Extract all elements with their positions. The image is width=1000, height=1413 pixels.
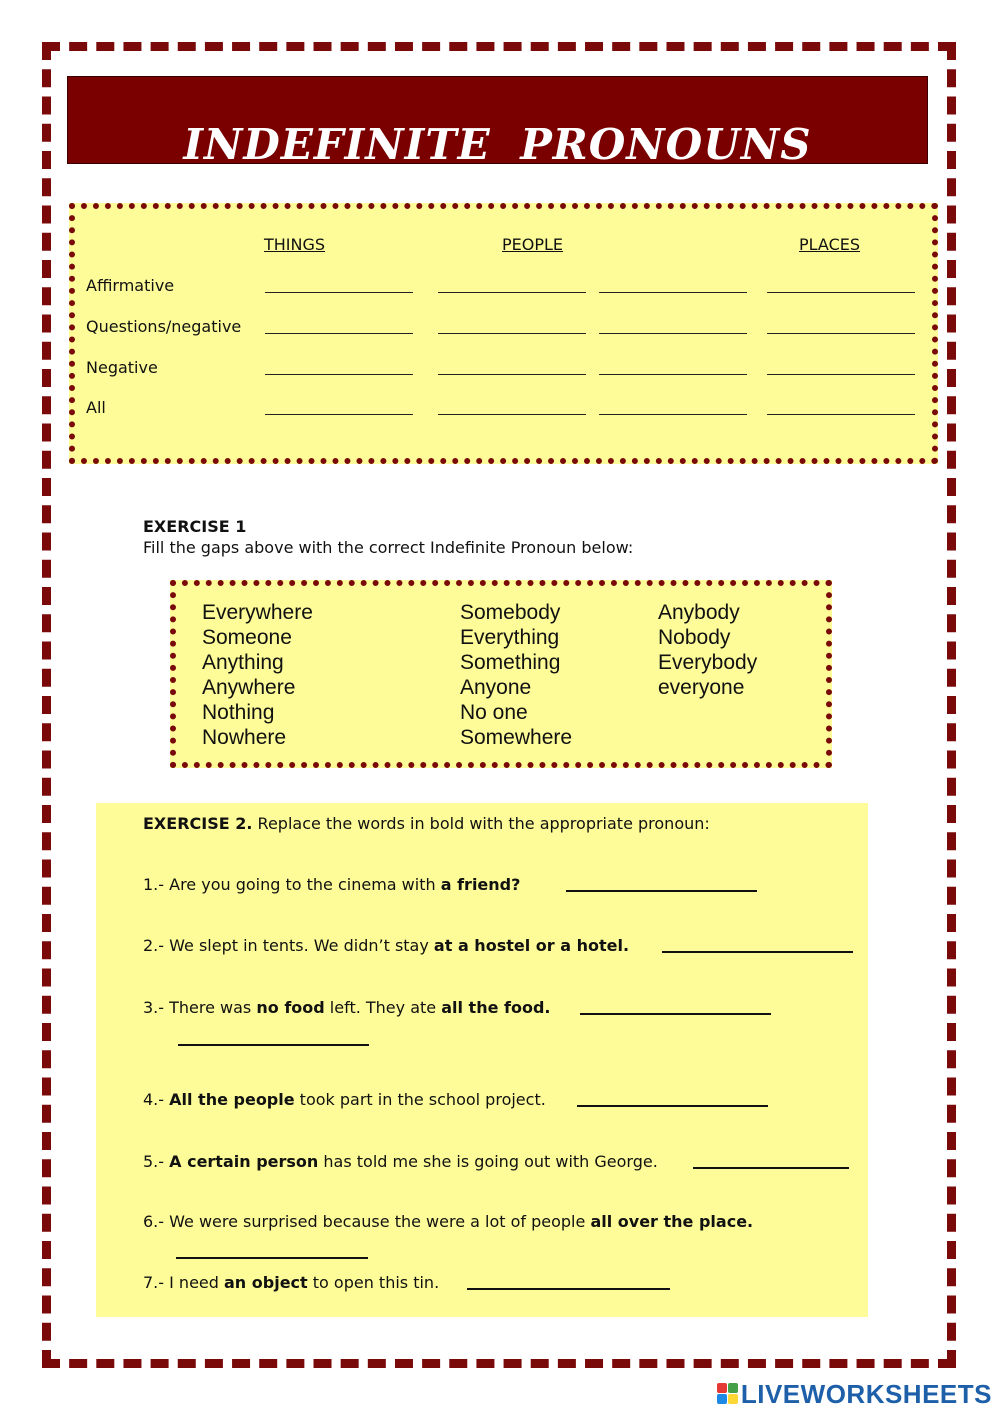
word-bank-item: Somewhere (460, 726, 573, 749)
answer-blank[interactable] (767, 414, 915, 415)
question-5-answer-blank[interactable] (693, 1167, 849, 1169)
answer-blank[interactable] (599, 414, 747, 415)
column-header-places: PLACES (799, 235, 861, 254)
question-2-answer-blank[interactable] (662, 951, 853, 953)
title-banner (67, 76, 928, 169)
answer-blank[interactable] (438, 374, 586, 375)
question-6: 6.- We were surprised because the were a lot of people all over the place. (143, 1212, 754, 1231)
column-header-people: PEOPLE (502, 235, 564, 254)
question-6-answer-blank[interactable] (176, 1257, 368, 1259)
liveworksheets-badge-icon (717, 1383, 739, 1405)
word-bank-item: Everybody (658, 651, 758, 674)
liveworksheets-logo (717, 1379, 992, 1409)
liveworksheets-logo-text: LIVEWORKSHEETS (740, 1378, 992, 1409)
exercise2-title: EXERCISE 2. (143, 814, 253, 833)
word-bank-item: Nowhere (202, 726, 287, 749)
question-3: 3.- There was no food left. They ate all the food. (143, 998, 551, 1017)
word-bank-item: Anyone (460, 676, 532, 699)
answer-blank[interactable] (265, 414, 413, 415)
exercise2-heading (143, 814, 710, 833)
question-5: 5.- A certain person has told me she is going out with George. (143, 1152, 658, 1171)
word-bank-item: No one (460, 701, 528, 724)
row-label-questions-negative: Questions/negative (86, 317, 242, 336)
row-label-affirmative: Affirmative (86, 276, 175, 295)
word-bank-item: Anybody (658, 601, 740, 624)
answer-blank[interactable] (599, 333, 747, 334)
answer-blank[interactable] (767, 374, 915, 375)
question-4-answer-blank[interactable] (577, 1105, 768, 1107)
answer-blank[interactable] (438, 333, 586, 334)
column-header-things: THINGS (264, 235, 326, 254)
answer-blank[interactable] (767, 292, 915, 293)
question-1-answer-blank[interactable] (566, 890, 757, 892)
question-7-answer-blank[interactable] (467, 1288, 670, 1290)
question-7: 7.- I need an object to open this tin. (143, 1273, 440, 1292)
word-bank-item: Everything (460, 626, 560, 649)
word-bank-item: Somebody (460, 601, 561, 624)
answer-blank[interactable] (265, 333, 413, 334)
answer-blank[interactable] (265, 374, 413, 375)
word-bank-item: Anything (202, 651, 284, 674)
answer-blank[interactable] (599, 374, 747, 375)
word-bank-item: Someone (202, 626, 292, 649)
answer-blank[interactable] (438, 414, 586, 415)
question-3-answer-blank-1[interactable] (580, 1013, 771, 1015)
exercise1-title: EXERCISE 1 (143, 517, 247, 536)
answer-blank[interactable] (767, 333, 915, 334)
word-bank-item: Something (460, 651, 561, 674)
word-bank-item: Nothing (202, 701, 275, 724)
exercise1-instruction: Fill the gaps above with the correct Indefinite Pronoun below: (143, 538, 634, 557)
row-label-all: All (86, 398, 106, 417)
answer-blank[interactable] (265, 292, 413, 293)
question-2: 2.- We slept in tents. We didn’t stay at a hostel or a hotel. (143, 936, 630, 955)
answer-blank[interactable] (599, 292, 747, 293)
page-title: INDEFINITE PRONOUNS (183, 120, 812, 169)
answer-blank[interactable] (438, 292, 586, 293)
question-4: 4.- All the people took part in the school project. (143, 1090, 546, 1109)
word-bank-item: Nobody (658, 626, 731, 649)
exercise2-instruction: Replace the words in bold with the appropriate pronoun: (252, 814, 710, 833)
word-bank-item: everyone (658, 676, 745, 699)
word-bank-item: Anywhere (202, 676, 296, 699)
question-1: 1.- Are you going to the cinema with a friend? (143, 875, 521, 894)
word-bank-item: Everywhere (202, 601, 313, 624)
question-3-answer-blank-2[interactable] (178, 1044, 369, 1046)
row-label-negative: Negative (86, 358, 158, 377)
